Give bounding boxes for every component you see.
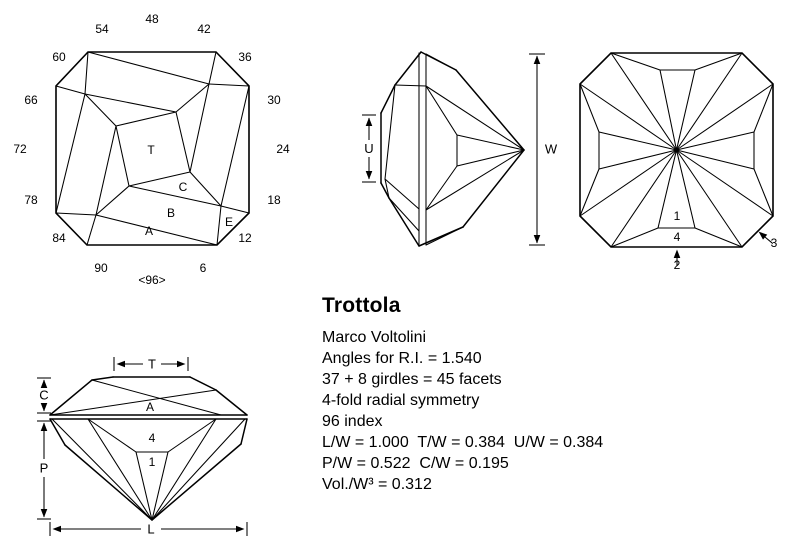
facet-edge — [426, 86, 524, 150]
facet-edge — [88, 419, 136, 452]
index-label: 42 — [197, 22, 211, 36]
facet-edge — [385, 179, 419, 209]
arrowhead — [177, 361, 186, 368]
facet-edge — [599, 132, 677, 150]
index-label: 72 — [13, 142, 27, 156]
index-label: 78 — [24, 193, 38, 207]
facet-edge — [88, 419, 152, 520]
index-label: 60 — [52, 50, 66, 64]
facet-edge — [754, 84, 773, 132]
arrowhead-tip — [53, 526, 62, 533]
facet-edge — [85, 94, 176, 112]
outline-edge — [395, 52, 421, 85]
facet-label: A — [144, 224, 154, 238]
outline-edge — [152, 444, 241, 520]
facet-edge — [677, 53, 743, 150]
facet-edge — [87, 215, 96, 245]
facet-edge — [426, 227, 463, 245]
facet-edge — [677, 132, 755, 150]
facet-label: C — [178, 180, 188, 194]
design-symmetry: 4-fold radial symmetry — [322, 392, 480, 409]
outline-edge — [50, 419, 65, 445]
arrowhead — [236, 526, 245, 533]
facet-edge — [426, 86, 457, 135]
facet-edge — [611, 53, 660, 70]
facet-edge — [56, 94, 85, 213]
design-facet-count: 37 + 8 girdles = 45 facets — [322, 371, 502, 388]
outline-edge — [190, 377, 216, 390]
index-label: 84 — [52, 231, 66, 245]
facet-edge — [677, 150, 743, 247]
facet-label: 4 — [148, 431, 156, 445]
facet-edge — [116, 126, 129, 186]
outline-edge — [92, 377, 113, 380]
dim-label: L — [147, 521, 155, 537]
facet-label: A — [145, 400, 155, 414]
facet-edge — [580, 84, 677, 150]
facet-edge — [580, 150, 677, 216]
dim-label: U — [364, 141, 374, 156]
arrowhead — [41, 403, 48, 412]
facet-edge — [152, 419, 245, 520]
facet-label: 1 — [673, 209, 681, 223]
facet-edge — [677, 70, 696, 150]
facet-edge — [426, 166, 457, 210]
facet-label: 2 — [673, 258, 681, 272]
facet-edge — [56, 86, 85, 94]
facet-edge — [611, 150, 677, 247]
facet-edge — [176, 112, 190, 172]
view-profile-view — [37, 357, 247, 537]
facet-label: E — [224, 215, 234, 229]
arrowhead-tip — [674, 250, 681, 259]
index-label: 36 — [238, 50, 252, 64]
facet-edge — [96, 126, 116, 215]
facet-edge — [611, 228, 658, 247]
facet-label: 1 — [148, 455, 156, 469]
outline-edge — [463, 150, 524, 227]
design-info — [322, 294, 682, 495]
facet-edge — [221, 86, 249, 206]
view-pavilion-view — [580, 53, 778, 272]
facet-edge — [56, 213, 96, 215]
facet-label: T — [147, 143, 155, 157]
facet-edge — [677, 84, 774, 150]
facet-edge — [385, 85, 395, 179]
facet-edge — [695, 228, 742, 247]
facet-label: 3 — [770, 236, 778, 250]
facet-edge — [152, 419, 216, 520]
facet-edge — [221, 206, 249, 213]
index-label: 18 — [267, 193, 281, 207]
dim-label: T — [148, 356, 156, 372]
design-index: 96 index — [322, 413, 383, 430]
facet-label: B — [166, 206, 176, 220]
arrowhead-tip — [534, 235, 541, 244]
arrowhead — [41, 423, 48, 432]
arrowhead-tip — [41, 423, 48, 432]
design-title: Trottola — [322, 294, 401, 317]
arrowhead — [53, 526, 62, 533]
index-label: 6 — [199, 261, 207, 275]
dim-label: W — [544, 141, 558, 157]
facet-edge — [217, 206, 221, 245]
facet-edge — [209, 52, 216, 84]
arrowhead-tip — [366, 171, 373, 180]
arrowhead — [117, 361, 126, 368]
design-ratios-2: P/W = 0.522 C/W = 0.195 — [322, 455, 509, 472]
arrowhead-tip — [177, 361, 186, 368]
arrowhead-tip — [41, 403, 48, 412]
facet-edge — [96, 186, 129, 215]
arrowhead-tip — [41, 509, 48, 518]
facet-edge — [426, 54, 456, 70]
outline-edge — [456, 70, 524, 150]
index-label: 30 — [267, 93, 281, 107]
design-ratios-1: L/W = 1.000 T/W = 0.384 U/W = 0.384 — [322, 434, 604, 451]
design-angles: Angles for R.I. = 1.540 — [322, 350, 482, 367]
arrowhead — [366, 118, 373, 127]
index-label: 24 — [276, 142, 290, 156]
facet-edge — [92, 380, 221, 415]
facet-edge — [88, 52, 209, 84]
facet-edge — [395, 85, 426, 86]
facet-edge — [677, 150, 755, 169]
design-ratios-3: Vol./W³ = 0.312 — [322, 476, 432, 493]
arrowhead — [534, 235, 541, 244]
index-label: 54 — [95, 22, 109, 36]
facet-edge — [190, 172, 221, 206]
arrowhead — [41, 509, 48, 518]
facet-edge — [426, 150, 524, 210]
arrowhead-tip — [534, 56, 541, 65]
index-label: 12 — [238, 231, 252, 245]
facet-edge — [168, 419, 216, 452]
index-label: 90 — [94, 261, 108, 275]
facet-edge — [389, 198, 419, 231]
dim-label: P — [39, 460, 49, 476]
view-side-view — [362, 52, 558, 246]
outline-edge — [65, 445, 152, 520]
facet-edge — [52, 419, 152, 520]
facet-edge — [116, 112, 176, 126]
view-crown-view — [13, 12, 290, 287]
index-label: 66 — [24, 93, 38, 107]
outline-edge — [216, 390, 247, 415]
arrowhead — [534, 56, 541, 65]
facet-label: 4 — [673, 230, 681, 244]
facet-edge — [96, 215, 217, 245]
facet-edge — [677, 150, 774, 216]
facet-edge — [580, 84, 599, 132]
facet-edge — [695, 53, 742, 70]
arrowhead — [366, 171, 373, 180]
facet-edge — [85, 52, 88, 94]
facet-edge — [599, 150, 677, 169]
arrowhead-tip — [117, 361, 126, 368]
index-label: <96> — [138, 273, 166, 287]
index-label: 48 — [145, 12, 159, 26]
facet-edge — [129, 186, 221, 206]
arrowhead-tip — [236, 526, 245, 533]
dim-label: C — [39, 387, 49, 403]
arrowhead-tip — [366, 118, 373, 127]
design-author: Marco Voltolini — [322, 329, 427, 346]
facet-edge — [209, 84, 249, 86]
